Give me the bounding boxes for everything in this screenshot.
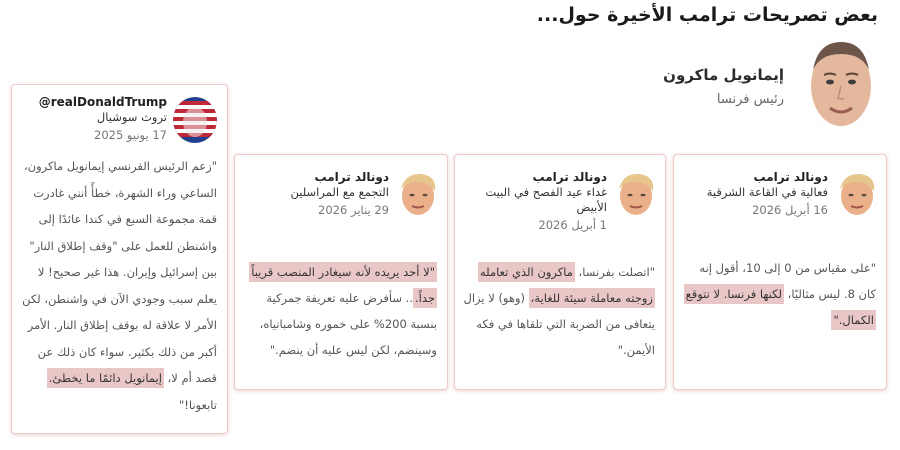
statement-card xyxy=(234,154,448,390)
macron-portrait-icon xyxy=(804,34,878,134)
card-date: 17 يونيو 2025 xyxy=(94,128,167,142)
page-headline: بعض تصريحات ترامب الأخيرة حول... xyxy=(536,4,878,26)
trump-portrait-icon xyxy=(836,169,878,217)
quote-highlight: "لا أحد يريده لأنه سيغادر المنصب قريباً جداً. xyxy=(249,262,437,308)
card-platform: تروث سوشيال xyxy=(96,110,167,124)
subject-role: رئيس فرنسا xyxy=(716,92,784,107)
card-quote xyxy=(243,259,437,363)
card-quote xyxy=(463,259,655,363)
trump-portrait-icon xyxy=(615,169,657,217)
card-date: 1 أبريل 2026 xyxy=(538,218,607,232)
trump-flag-portrait-icon xyxy=(173,97,217,143)
truth-social-card xyxy=(11,84,228,434)
card-date: 29 يناير 2026 xyxy=(318,203,389,217)
card-author: دونالد ترامب xyxy=(753,170,828,184)
card-date: 16 أبريل 2026 xyxy=(752,203,828,217)
trump-portrait-icon xyxy=(397,169,439,217)
quote-highlight: إيمانويل دائمًا ما يخطئ. xyxy=(47,368,164,388)
quote-text: تابعونا!" xyxy=(179,397,217,412)
quote-text: "اتصلت بفرنسا، xyxy=(574,265,655,279)
subject-name: إيمانويل ماكرون xyxy=(663,66,784,84)
card-quote xyxy=(20,153,217,418)
statement-card xyxy=(454,154,666,390)
card-event: غداء عيد الفصح في البيت الأبيض xyxy=(485,185,607,214)
card-handle: @realDonaldTrump xyxy=(38,95,167,109)
card-event: التجمع مع المراسلين xyxy=(290,185,389,199)
card-author: دونالد ترامب xyxy=(314,170,389,184)
quote-highlight: لكنها فرنسا. لا نتوقع الكمال." xyxy=(684,284,876,330)
statement-card xyxy=(673,154,887,390)
quote-text: .. سأفرض عليه تعريفة جمركية بنسبة 200% على خموره وشامبانياه، وسينضم، لكن ليس عليه أن ينضم." xyxy=(259,291,437,357)
quote-text: (وهو) لا يزال يتعافى من الضربة التي تلقاها في فكه الأيمن." xyxy=(463,291,655,357)
quote-text: "زعم الرئيس الفرنسي إيمانويل ماكرون، الساعي وراء الشهرة، خطأً أنني غادرت قمة مجموعة السبع في كندا عائدًا إلى واشنطن للعمل على "وقف إطلاق النار" بين إسرائيل وإيران. هذا غير صحيح! لا يعلم سبب وجودي الآن في واشنطن، لكن الأمر لا علاقة له بوقف إطلاق النار. الأمر أكبر من ذلك بكثير. سواء كان ذلك عن قصد أم لا، xyxy=(22,159,217,385)
quote-highlight: ماكرون الذي تعامله زوجته معاملة سيئة للغاية، xyxy=(478,262,655,308)
subject-header xyxy=(648,32,888,142)
card-event: فعالية في القاعة الشرقية xyxy=(706,185,828,199)
card-quote xyxy=(682,255,876,333)
card-author: دونالد ترامب xyxy=(532,170,607,184)
quote-text: "على مقياس من 0 إلى 10، أقول إنه كان 8. ليس مثاليًا، xyxy=(699,261,876,301)
